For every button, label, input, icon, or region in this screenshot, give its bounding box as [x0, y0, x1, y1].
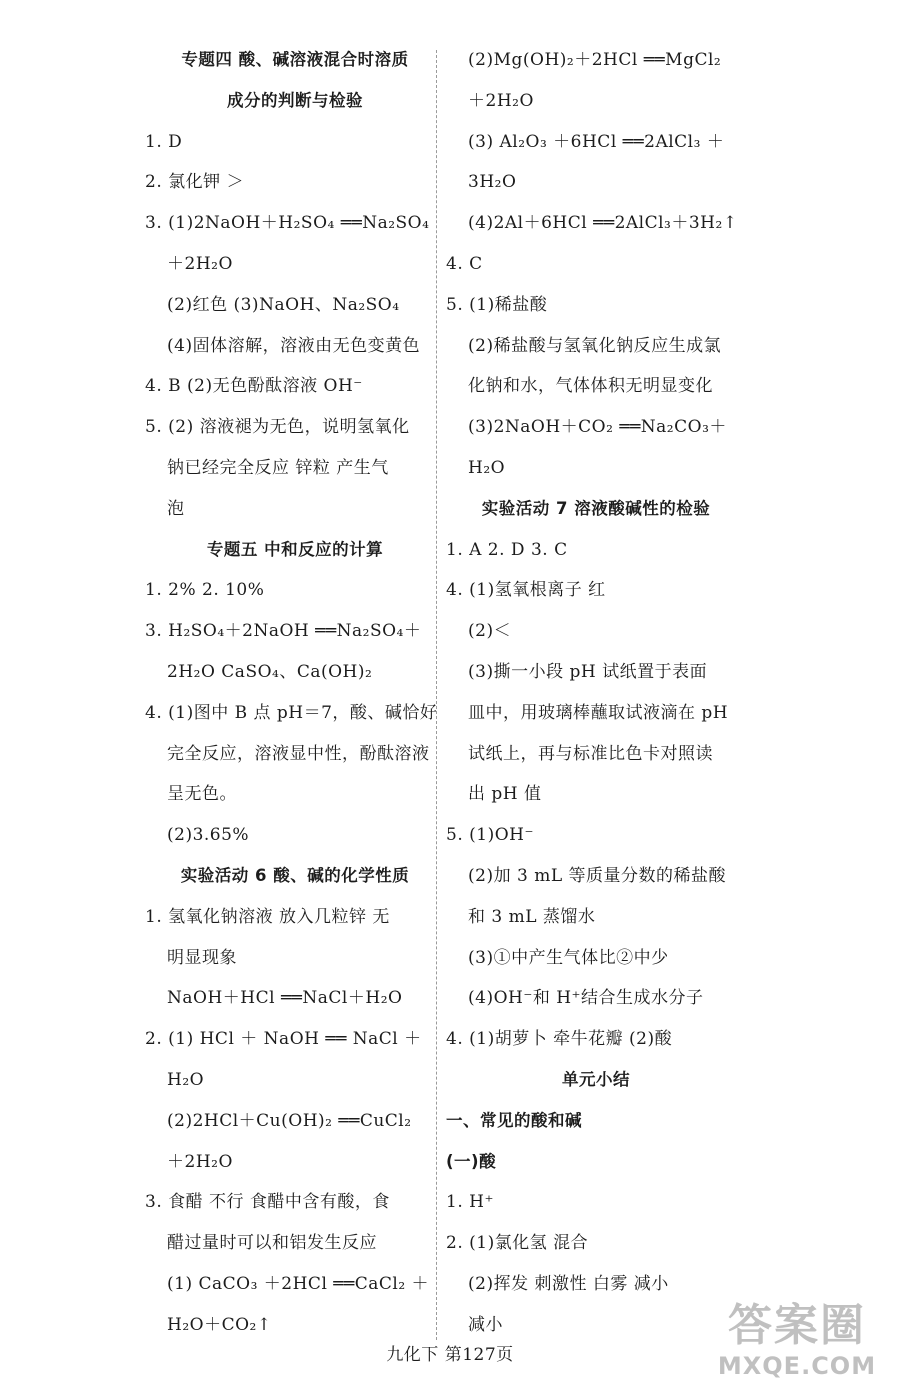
right-column-line: 一、常见的酸和碱	[446, 1110, 582, 1130]
left-column-line: 明显现象	[167, 947, 237, 968]
left-column-line: 4. B (2)无色酚酞溶液 OH⁻	[145, 376, 363, 397]
right-column-line: 5. (1)OH⁻	[446, 825, 534, 846]
right-column-line: (一)酸	[446, 1151, 497, 1171]
right-column-line: 减小	[468, 1314, 503, 1335]
watermark-logo	[708, 1300, 886, 1386]
left-column	[145, 40, 445, 1346]
right-column-line: 3H₂O	[468, 172, 517, 193]
right-column-line: 和 3 mL 蒸馏水	[468, 906, 596, 927]
left-column-line: 实验活动 6 酸、碱的化学性质	[180, 865, 410, 885]
right-column-line: 单元小结	[562, 1069, 630, 1089]
left-column-line: 泡	[167, 498, 185, 519]
left-column-line: 4. (1)图中 B 点 pH＝7，酸、碱恰好	[145, 702, 438, 723]
left-column-line: 2. 氯化钾 ＞	[145, 172, 245, 193]
right-column-line: 化钠和水，气体体积无明显变化	[468, 376, 713, 397]
right-column-line: (4)2Al＋6HCl ══2AlCl₃＋3H₂↑	[468, 213, 738, 234]
left-column-line: 专题五 中和反应的计算	[206, 539, 384, 559]
left-column-line: H₂O	[167, 1069, 205, 1090]
right-column-line: (2)＜	[468, 621, 512, 642]
left-column-line: ＋2H₂O	[167, 1151, 233, 1172]
left-column-line: 专题四 酸、碱溶液混合时溶质	[181, 50, 409, 69]
left-column-line: (2)红色 (3)NaOH、Na₂SO₄	[167, 294, 400, 315]
right-column-line: 4. C	[446, 253, 483, 274]
right-column-line: (2)挥发 刺激性 白雾 减小	[468, 1273, 669, 1294]
watermark-line2: MXQE.COM	[717, 1352, 877, 1380]
left-column-line: (1) CaCO₃ ＋2HCl ══CaCl₂ ＋	[167, 1273, 430, 1294]
left-column-line: (2)2HCl＋Cu(OH)₂ ══CuCl₂	[167, 1110, 412, 1131]
page-footer: 九化下 第127页	[386, 1345, 514, 1365]
left-column-line: 呈无色。	[167, 784, 237, 805]
right-column-line: 实验活动 7 溶液酸碱性的检验	[481, 498, 711, 518]
right-column-line: 5. (1)稀盐酸	[446, 294, 548, 315]
left-column-line: 钠已经完全反应 锌粒 产生气	[167, 457, 389, 478]
left-column-line: (4)固体溶解，溶液由无色变黄色	[167, 335, 421, 356]
left-column-line: 1. D	[145, 131, 183, 152]
left-column-line: 2H₂O CaSO₄、Ca(OH)₂	[167, 661, 373, 682]
left-column-line: 1. 2% 2. 10%	[145, 580, 265, 601]
right-column-line: (3) Al₂O₃ ＋6HCl ══2AlCl₃ ＋	[468, 131, 725, 152]
right-column-line: (2)加 3 mL 等质量分数的稀盐酸	[468, 865, 727, 886]
left-column-line: NaOH＋HCl ══NaCl＋H₂O	[167, 988, 403, 1009]
right-column-line: H₂O	[468, 457, 506, 478]
right-column-line: 1. H⁺	[446, 1192, 494, 1213]
right-column-line: 4. (1)氢氧根离子 红	[446, 580, 606, 601]
right-column-line: 皿中，用玻璃棒蘸取试液滴在 pH	[468, 702, 729, 723]
left-column-line: 醋过量时可以和铝发生反应	[167, 1233, 377, 1254]
left-column-line: 1. 氢氧化钠溶液 放入几粒锌 无	[145, 906, 390, 927]
right-column-line: ＋2H₂O	[468, 90, 534, 111]
right-column-line: 1. A 2. D 3. C	[446, 539, 568, 560]
right-column-line: (3)2NaOH＋CO₂ ══Na₂CO₃＋	[468, 417, 727, 438]
left-column-line: 2. (1) HCl ＋ NaOH ══ NaCl ＋	[145, 1029, 422, 1050]
watermark-line1: 答案圈	[728, 1300, 866, 1351]
right-column-line: (2)Mg(OH)₂＋2HCl ══MgCl₂	[468, 50, 722, 70]
left-column-line: ＋2H₂O	[167, 253, 233, 274]
left-column-line: 5. (2) 溶液褪为无色，说明氢氧化	[145, 417, 410, 438]
right-column-line: 2. (1)氯化氢 混合	[446, 1233, 589, 1254]
right-column-line: (3)撕一小段 pH 试纸置于表面	[468, 661, 708, 682]
right-column-line: (4)OH⁻和 H⁺结合生成水分子	[468, 988, 704, 1009]
left-column-line: 成分的判断与检验	[227, 90, 363, 110]
right-column-line: 出 pH 值	[468, 784, 542, 805]
right-column-line: 试纸上，再与标准比色卡对照读	[468, 743, 713, 764]
left-column-line: 3. 食醋 不行 食醋中含有酸，食	[145, 1192, 390, 1213]
column-divider	[436, 50, 437, 1340]
left-column-line: 3. (1)2NaOH＋H₂SO₄ ══Na₂SO₄	[145, 213, 430, 234]
left-column-line: 3. H₂SO₄＋2NaOH ══Na₂SO₄＋	[145, 621, 422, 642]
right-column	[446, 40, 746, 1346]
left-column-line: 完全反应，溶液显中性，酚酞溶液	[167, 743, 430, 764]
right-column-line: (2)稀盐酸与氢氧化钠反应生成氯	[468, 335, 722, 356]
right-column-line: 4. (1)胡萝卜 牵牛花瓣 (2)酸	[446, 1029, 673, 1050]
right-column-line: (3)①中产生气体比②中少	[468, 947, 669, 968]
left-column-line: H₂O＋CO₂↑	[167, 1314, 272, 1335]
left-column-line: (2)3.65%	[167, 825, 250, 846]
